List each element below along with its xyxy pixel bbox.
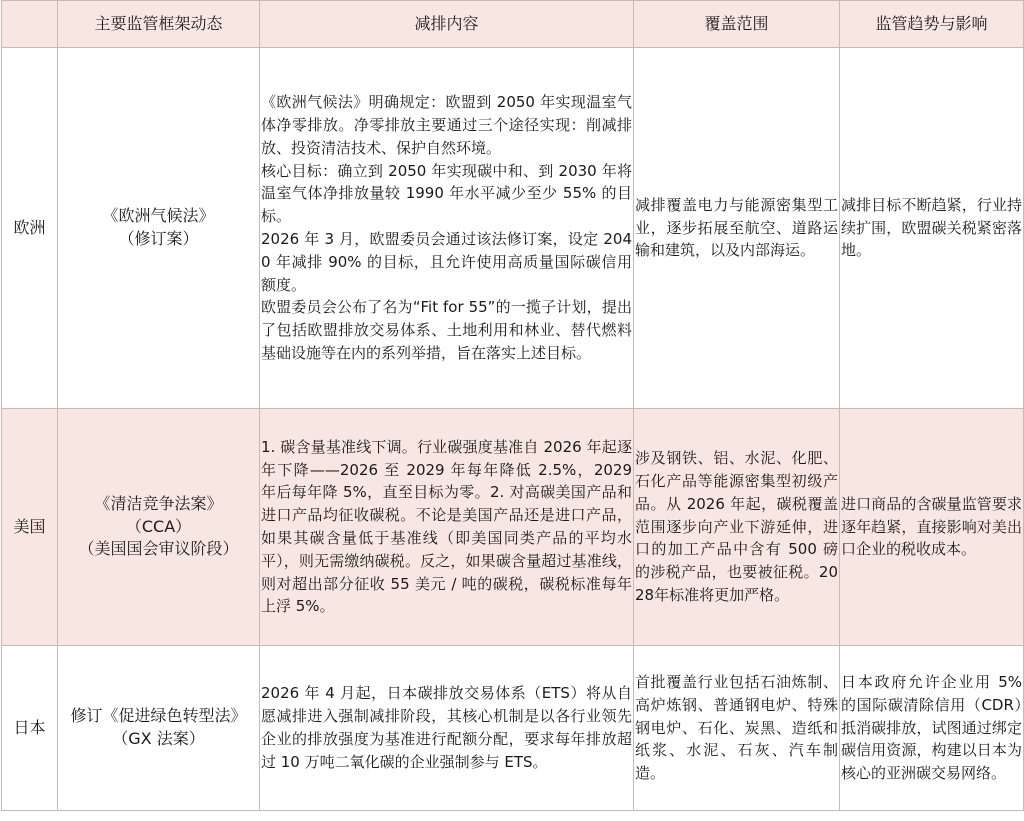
content-paragraph: 欧盟委员会公布了名为“Fit for 55”的一揽子计划，提出了包括欧盟排放交易体系、土地利用和林业、替代燃料基础设施等在内的系列举措，旨在落实上述目标。 <box>261 298 632 362</box>
content-paragraph: 2026 年 4 月起，日本碳排放交易体系（ETS）将从自愿减排进入强制减排阶段，其核心机制是以各行业领先企业的排放强度为基准进行配额分配，要求每年排放超过 10 万吨二氧化碳的企业强制参与 ETS。 <box>261 684 632 771</box>
scope-cell: 首批覆盖行业包括石油炼制、高炉炼钢、普通钢电炉、特殊钢电炉、石化、炭黑、造纸和纸浆、水泥、石灰、汽车制造。 <box>634 646 840 811</box>
framework-line: 《清洁竞争法案》 <box>94 493 223 513</box>
content-cell <box>260 48 634 409</box>
table-row <box>2 646 1024 811</box>
framework-cell <box>58 409 260 646</box>
framework-line: （CCA） <box>125 516 192 536</box>
content-paragraph: 1. 碳含量基准线下调。行业碳强度基准自 2026 年起逐年下降——2026 至 2029 年每年降低 2.5%，2029 年后每年降 5%，直至目标为零。2. 对高碳美国产品和进口产品均征收碳税。不论是美国产品还是进口产品，如果其碳含量低于基准线（即美国同类产品的平均水平），则无需缴纳碳税。反之，如果碳含量超过基准线，则对超出部分征收 55 美元 / 吨的碳税，碳税标准每年上浮 5%。 <box>261 437 632 616</box>
framework-line: 《欧洲气候法》 <box>102 206 215 226</box>
table-row <box>2 48 1024 409</box>
header-row <box>2 1 1024 48</box>
content-paragraph: 核心目标：确立到 2050 年实现碳中和、到 2030 年将温室气体净排放量较 1990 年水平减少至少 55% 的目标。 <box>261 161 632 226</box>
trend-cell: 日本政府允许企业用 5% 的国际碳清除信用（CDR）抵消碳排放，试图通过绑定碳信用资源，构建以日本为核心的亚洲碳交易网络。 <box>840 646 1024 811</box>
content-paragraph: 《欧洲气候法》明确规定：欧盟到 2050 年实现温室气体净零排放。净零排放主要通过三个途径实现：削减排放、投资清洁技术、保护自然环境。 <box>261 93 632 157</box>
framework-line: 修订《促进绿色转型法》 <box>70 706 247 726</box>
header-region <box>2 1 58 48</box>
trend-cell: 进口商品的含碳量监管要求逐年趋紧，直接影响对美出口企业的税收成本。 <box>840 409 1024 646</box>
framework-line: （修订案） <box>118 229 199 248</box>
content-cell <box>260 646 634 811</box>
header-content: 减排内容 <box>260 1 634 48</box>
framework-line: （GX 法案） <box>112 729 205 748</box>
trend-cell: 减排目标不断趋紧，行业持续扩围，欧盟碳关税紧密落地。 <box>840 48 1024 409</box>
region-cell: 日本 <box>2 646 58 811</box>
framework-cell <box>58 48 260 409</box>
region-cell: 美国 <box>2 409 58 646</box>
scope-cell: 减排覆盖电力与能源密集型工业，逐步拓展至航空、道路运输和建筑，以及内部海运。 <box>634 48 840 409</box>
content-paragraph: 2026 年 3 月，欧盟委员会通过该法修订案，设定 2040 年减排 90% 的目标，且允许使用高质量国际碳信用额度。 <box>261 230 632 294</box>
header-trend: 监管趋势与影响 <box>840 1 1024 48</box>
content-cell <box>260 409 634 646</box>
table-row <box>2 409 1024 646</box>
header-scope: 覆盖范围 <box>634 1 840 48</box>
regulation-table <box>1 0 1024 811</box>
scope-cell: 涉及钢铁、铝、水泥、化肥、石化产品等能源密集型初级产品。从 2026 年起，碳税覆盖范围逐步向产业下游延伸，进口的加工产品中含有 500 磅的涉税产品，也要被征税。2028年标准将更加严格。 <box>634 409 840 646</box>
header-framework: 主要监管框架动态 <box>58 1 260 48</box>
region-cell: 欧洲 <box>2 48 58 409</box>
framework-cell <box>58 646 260 811</box>
framework-line: （美国国会审议阶段） <box>78 539 239 559</box>
